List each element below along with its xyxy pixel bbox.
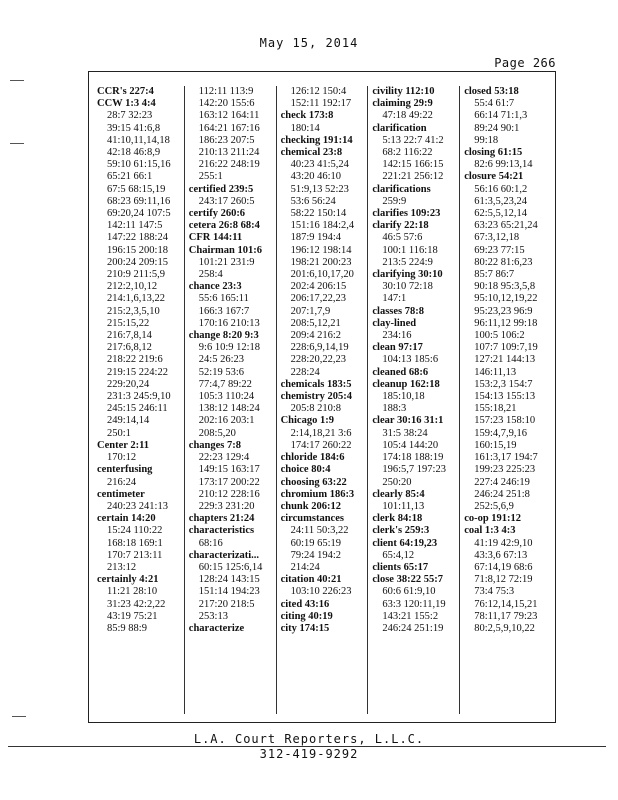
index-page-refs: 78:11,17 79:23	[474, 610, 538, 622]
index-page-refs: 65:4,12	[382, 549, 415, 561]
index-word-entry: clarifications	[372, 183, 431, 195]
index-column-5	[460, 86, 551, 714]
index-page-refs: 227:4 246:19	[474, 476, 530, 488]
index-page-refs: 80:2,5,9,10,22	[474, 622, 535, 634]
index-page-refs: 31:23 42:2,22	[107, 598, 166, 610]
index-page-refs: 146:11,13	[474, 366, 517, 378]
index-page-refs: 90:18 95:3,5,8	[474, 281, 536, 293]
index-page-refs: 112:11 113:9	[198, 86, 254, 97]
index-page-refs: 161:3,17 194:7	[474, 452, 538, 464]
index-page-refs: 149:15 163:17	[198, 464, 260, 476]
index-word-entry: CCW 1:3 4:4	[97, 98, 156, 110]
index-word-entry: closing 61:15	[464, 147, 523, 159]
index-page-refs: 69:20,24 107:5	[107, 208, 171, 220]
index-page-refs: 107:7 109:7,19	[474, 342, 538, 354]
index-page-refs: 217:20 218:5	[198, 598, 255, 610]
index-word-entry: clients 65:17	[372, 561, 429, 573]
index-page-refs: 66:14 71:1,3	[474, 110, 528, 122]
index-page-refs: 99:18	[474, 134, 499, 146]
index-page-refs: 186:23 207:5	[198, 134, 255, 146]
index-page-refs: 104:13 185:6	[382, 354, 439, 366]
index-page-refs: 60:19 65:19	[290, 537, 342, 549]
index-page-refs: 142:15 166:15	[382, 159, 444, 171]
index-word-entry: characterizati...	[188, 549, 260, 561]
index-page-refs: 127:21 144:13	[474, 354, 536, 366]
index-word-entry: certify 260:6	[188, 208, 246, 220]
index-page-refs: 259:9	[382, 195, 407, 207]
index-box	[88, 71, 556, 723]
index-word-entry: cetera 26:8 68:4	[188, 220, 260, 232]
index-page-refs: 77:4,7 89:22	[198, 378, 252, 390]
index-word-entry: co-op 191:12	[464, 513, 522, 525]
index-word-entry: clerk's 259:3	[372, 525, 430, 537]
index-page-refs: 43:20 46:10	[290, 171, 342, 183]
index-page-refs: 206:17,22,23	[290, 293, 347, 305]
index-column-4	[368, 86, 460, 714]
index-page-refs: 219:15 224:22	[107, 366, 168, 378]
index-page-refs: 217:6,8,12	[107, 342, 152, 354]
index-page-refs: 63:3 120:11,19	[382, 598, 446, 610]
index-page-refs: 255:1	[198, 171, 223, 183]
index-word-entry: checking 191:14	[280, 134, 353, 146]
index-word-entry: clerk 84:18	[372, 513, 423, 525]
index-page-refs: 79:24 194:2	[290, 549, 342, 561]
index-word-entry: changes 7:8	[188, 439, 242, 451]
index-page-refs: 174:17 260:22	[290, 439, 352, 451]
index-page-refs: 56:16 60:1,2	[474, 183, 528, 195]
index-page-refs: 126:12 150:4	[290, 86, 347, 97]
index-page-refs: 249:14,14	[107, 415, 150, 427]
scan-mark	[10, 80, 24, 81]
index-page-refs: 41:10,11,14,18	[107, 134, 170, 146]
scan-mark	[10, 143, 24, 144]
index-page-refs: 68:16	[198, 537, 223, 549]
index-page-refs: 164:21 167:16	[198, 122, 260, 134]
index-page-refs: 28:7 32:23	[107, 110, 153, 122]
index-page-refs: 202:16 203:1	[198, 415, 255, 427]
index-page-refs: 213:5 224:9	[382, 256, 433, 268]
index-page-refs: 228:24	[290, 366, 320, 378]
index-page-refs: 174:18 188:19	[382, 452, 444, 464]
index-page-refs: 221:21 256:12	[382, 171, 444, 183]
index-word-entry: chromium 186:3	[280, 488, 355, 500]
index-page-refs: 43:19 75:21	[107, 610, 158, 622]
index-word-entry: city 174:15	[280, 622, 330, 634]
index-word-entry: chunk 206:12	[280, 500, 341, 512]
index-page-refs: 163:12 164:11	[198, 110, 260, 122]
index-page-refs: 152:11 192:17	[290, 98, 352, 110]
index-page-refs: 196:12 198:14	[290, 244, 352, 256]
index-page-refs: 71:8,12 72:19	[474, 574, 533, 586]
index-page-refs: 228:6,9,14,19	[290, 342, 349, 354]
index-word-entry: change 8:20 9:3	[188, 330, 259, 342]
index-page-refs: 142:11 147:5	[107, 220, 163, 232]
index-page-refs: 31:5 38:24	[382, 427, 428, 439]
index-page-refs: 5:13 22:7 41:2	[382, 134, 444, 146]
index-page-refs: 214:24	[290, 561, 320, 573]
index-page-refs: 147:1	[382, 293, 407, 305]
index-page-refs: 215:15,22	[107, 317, 150, 329]
index-page-refs: 250:20	[382, 476, 412, 488]
index-page-refs: 170:7 213:11	[107, 549, 163, 561]
index-page-refs: 229:3 231:20	[198, 500, 255, 512]
index-page-refs: 234:16	[382, 330, 412, 342]
index-page-refs: 229:20,24	[107, 378, 150, 390]
footer-reporter: L.A. Court Reporters, L.L.C.	[193, 732, 425, 746]
index-page-refs: 209:4 216:2	[290, 330, 342, 342]
index-page-refs: 170:12	[107, 452, 137, 464]
index-word-entry: cleanup 162:18	[372, 378, 440, 390]
index-word-entry: chemistry 205:4	[280, 391, 353, 403]
index-page-refs: 68:2 116:22	[382, 147, 433, 159]
index-page-refs: 80:22 81:6,23	[474, 256, 533, 268]
index-page-refs: 47:18 49:22	[382, 110, 433, 122]
index-page-refs: 65:21 66:1	[107, 171, 153, 183]
index-word-entry: claiming 29:9	[372, 98, 433, 110]
index-word-entry: certified 239:5	[188, 183, 254, 195]
index-word-entry: clearly 85:4	[372, 488, 425, 500]
index-page-refs: 42:18 46:8,9	[107, 147, 161, 159]
index-page-refs: 76:12,14,15,21	[474, 598, 538, 610]
index-page-refs: 216:24	[107, 476, 137, 488]
index-page-refs: 187:9 194:4	[290, 232, 342, 244]
index-page-refs: 153:2,3 154:7	[474, 378, 533, 390]
index-page-refs: 41:19 42:9,10	[474, 537, 533, 549]
index-page-refs: 22:23 129:4	[198, 452, 250, 464]
index-page-refs: 210:12 228:16	[198, 488, 260, 500]
index-word-entry: centimeter	[97, 488, 145, 500]
index-page-refs: 24:5 26:23	[198, 354, 245, 366]
index-page-refs: 58:22 150:14	[290, 208, 347, 220]
index-word-entry: characteristics	[188, 525, 255, 537]
index-page-refs: 170:16 210:13	[198, 317, 260, 329]
index-column-1	[93, 86, 185, 714]
index-page-refs: 53:6 56:24	[290, 195, 336, 207]
index-word-entry: cited 43:16	[280, 598, 330, 610]
index-page-refs: 55:6 165:11	[198, 293, 249, 305]
index-column-3	[277, 86, 369, 714]
index-word-entry: CFR 144:11	[188, 232, 243, 244]
index-word-entry: CCR's 227:4	[97, 86, 154, 97]
index-page-refs: 67:3,12,18	[474, 232, 520, 244]
index-page-refs: 159:4,7,9,16	[474, 427, 527, 439]
index-word-entry: choice 80:4	[280, 464, 331, 476]
index-word-entry: Chicago 1:9	[280, 415, 334, 427]
index-page-refs: 67:5 68:15,19	[107, 183, 166, 195]
index-page-refs: 46:5 57:6	[382, 232, 423, 244]
index-page-refs: 218:22 219:6	[107, 354, 163, 366]
index-page-refs: 154:13 155:13	[474, 391, 536, 403]
index-page-refs: 100:5 106:2	[474, 330, 525, 342]
index-page-refs: 196:5,7 197:23	[382, 464, 446, 476]
index-page-refs: 62:5,5,12,14	[474, 208, 527, 220]
index-page-refs: 60:15 125:6,14	[198, 561, 263, 573]
index-page-refs: 143:21 155:2	[382, 610, 439, 622]
index-page-refs: 15:24 110:22	[107, 525, 163, 537]
index-page-refs: 2:14,18,21 3:6	[290, 427, 352, 439]
index-word-entry: chemicals 183:5	[280, 378, 352, 390]
index-word-entry: choosing 63:22	[280, 476, 347, 488]
footer-phone: 312-419-9292	[259, 747, 359, 761]
index-page-refs: 166:3 167:7	[198, 305, 250, 317]
index-page-refs: 96:11,12 99:18	[474, 317, 538, 329]
index-word-entry: chemical 23:8	[280, 147, 343, 159]
index-page-refs: 246:24 251:19	[382, 622, 444, 634]
index-page-refs: 105:4 144:20	[382, 439, 439, 451]
page-number: Page 266	[494, 56, 556, 70]
index-page-refs: 173:17 200:22	[198, 476, 260, 488]
index-word-entry: cleaned 68:6	[372, 366, 429, 378]
index-word-entry: closed 53:18	[464, 86, 519, 97]
index-page-refs: 95:10,12,19,22	[474, 293, 538, 305]
header-date: May 15, 2014	[259, 36, 359, 50]
index-page-refs: 205:8 210:8	[290, 403, 342, 415]
index-page-refs: 180:14	[290, 122, 320, 134]
index-word-entry: clarification	[372, 122, 427, 134]
index-page-refs: 52:19 53:6	[198, 366, 245, 378]
index-page-refs: 73:4 75:3	[474, 586, 515, 598]
index-word-entry: centerfusing	[97, 464, 153, 476]
index-page-refs: 212:2,10,12	[107, 281, 158, 293]
index-page-refs: 157:23 158:10	[474, 415, 536, 427]
index-page-refs: 103:10 226:23	[290, 586, 352, 598]
index-page-refs: 250:1	[107, 427, 131, 439]
index-page-refs: 168:18 169:1	[107, 537, 163, 549]
index-word-entry: client 64:19,23	[372, 537, 438, 549]
index-word-entry: classes 78:8	[372, 305, 425, 317]
index-page-refs: 200:24 209:15	[107, 256, 168, 268]
index-word-entry: citing 40:19	[280, 610, 333, 622]
index-column-2	[185, 86, 277, 714]
index-word-entry: circumstances	[280, 513, 344, 525]
index-page-refs: 240:23 241:13	[107, 500, 168, 512]
index-page-refs: 214:1,6,13,22	[107, 293, 166, 305]
index-page-refs: 101:21 231:9	[198, 256, 255, 268]
index-page-refs: 245:15 246:11	[107, 403, 168, 415]
index-page-refs: 228:20,22,23	[290, 354, 347, 366]
index-page-refs: 258:4	[198, 269, 223, 281]
index-word-entry: coal 1:3 4:3	[464, 525, 516, 537]
index-page-refs: 43:3,6 67:13	[474, 549, 528, 561]
index-page-refs: 246:24 251:8	[474, 488, 530, 500]
index-page-refs: 68:23 69:11,16	[107, 195, 171, 207]
index-page-refs: 210:13 211:24	[198, 147, 260, 159]
index-page-refs: 85:7 86:7	[474, 269, 515, 281]
index-page-refs: 198:21 200:23	[290, 256, 352, 268]
index-page-refs: 185:10,18	[382, 391, 425, 403]
index-word-entry: Center 2:11	[97, 439, 150, 451]
index-columns	[93, 86, 551, 714]
index-page-refs: 160:15,19	[474, 439, 517, 451]
index-page-refs: 89:24 90:1	[474, 122, 520, 134]
index-word-entry: citation 40:21	[280, 574, 342, 586]
index-page-refs: 213:12	[107, 561, 137, 573]
index-page-refs: 252:5,6,9	[474, 500, 514, 512]
index-page-refs: 24:11 50:3,22	[290, 525, 349, 537]
index-page-refs: 147:22 188:24	[107, 232, 168, 244]
index-page-refs: 101:11,13	[382, 500, 425, 512]
index-word-entry: clarifies 109:23	[372, 208, 441, 220]
index-page-refs: 208:5,12,21	[290, 317, 341, 329]
index-page-refs: 85:9 88:9	[107, 622, 147, 634]
index-page-refs: 9:6 10:9 12:18	[198, 342, 261, 354]
index-page-refs: 82:6 99:13,14	[474, 159, 533, 171]
index-page-refs: 151:16 184:2,4	[290, 220, 355, 232]
index-word-entry: clarifying 30:10	[372, 269, 443, 281]
index-page-refs: 199:23 225:23	[474, 464, 536, 476]
index-page-refs: 155:18,21	[474, 403, 517, 415]
index-page-refs: 201:6,10,17,20	[290, 269, 354, 281]
index-page-refs: 202:4 206:15	[290, 281, 347, 293]
index-word-entry: closure 54:21	[464, 171, 524, 183]
index-word-entry: check 173:8	[280, 110, 334, 122]
index-page-refs: 60:6 61:9,10	[382, 586, 436, 598]
index-page-refs: 210:9 211:5,9	[107, 269, 165, 281]
index-page-refs: 188:3	[382, 403, 407, 415]
index-word-entry: characterize	[188, 622, 245, 634]
index-page-refs: 216:22 248:19	[198, 159, 260, 171]
index-page-refs: 30:10 72:18	[382, 281, 433, 293]
index-word-entry: certainly 4:21	[97, 574, 159, 586]
index-page-refs: 69:23 77:15	[474, 244, 525, 256]
index-page-refs: 100:1 116:18	[382, 244, 438, 256]
index-word-entry: clay-lined	[372, 317, 417, 329]
index-page-refs: 142:20 155:6	[198, 98, 255, 110]
index-word-entry: civility 112:10	[372, 86, 435, 97]
index-page-refs: 253:13	[198, 610, 228, 622]
index-word-entry: Chairman 101:6	[188, 244, 263, 256]
index-word-entry: chapters 21:24	[188, 513, 255, 525]
index-page-refs: 11:21 28:10	[107, 586, 158, 598]
index-page-refs: 39:15 41:6,8	[107, 122, 161, 134]
index-page-refs: 208:5,20	[198, 427, 236, 439]
index-page-refs: 105:3 110:24	[198, 391, 255, 403]
index-page-refs: 95:23,23 96:9	[474, 305, 533, 317]
index-page-refs: 67:14,19 68:6	[474, 561, 533, 573]
index-page-refs: 243:17 260:5	[198, 195, 255, 207]
index-page-refs: 207:1,7,9	[290, 305, 331, 317]
index-word-entry: chloride 184:6	[280, 452, 345, 464]
index-page-refs: 51:9,13 52:23	[290, 183, 349, 195]
index-word-entry: chance 23:3	[188, 281, 242, 293]
index-page-refs: 151:14 194:23	[198, 586, 260, 598]
index-page-refs: 128:24 143:15	[198, 574, 260, 586]
index-page-refs: 215:2,3,5,10	[107, 305, 160, 317]
index-page-refs: 40:23 41:5,24	[290, 159, 349, 171]
index-word-entry: clarify 22:18	[372, 220, 429, 232]
index-page-refs: 138:12 148:24	[198, 403, 260, 415]
index-page-refs: 196:15 200:18	[107, 244, 168, 256]
index-word-entry: clear 30:16 31:1	[372, 415, 444, 427]
index-word-entry: close 38:22 55:7	[372, 574, 443, 586]
index-word-entry: clean 97:17	[372, 342, 423, 354]
scan-mark	[12, 716, 26, 717]
index-page-refs: 216:7,8,14	[107, 330, 152, 342]
index-page-refs: 61:3,5,23,24	[474, 195, 527, 207]
index-page-refs: 59:10 61:15,16	[107, 159, 171, 171]
index-page-refs: 55:4 61:7	[474, 98, 515, 110]
index-page-refs: 63:23 65:21,24	[474, 220, 538, 232]
index-word-entry: certain 14:20	[97, 513, 156, 525]
index-page-refs: 231:3 245:9,10	[107, 391, 171, 403]
